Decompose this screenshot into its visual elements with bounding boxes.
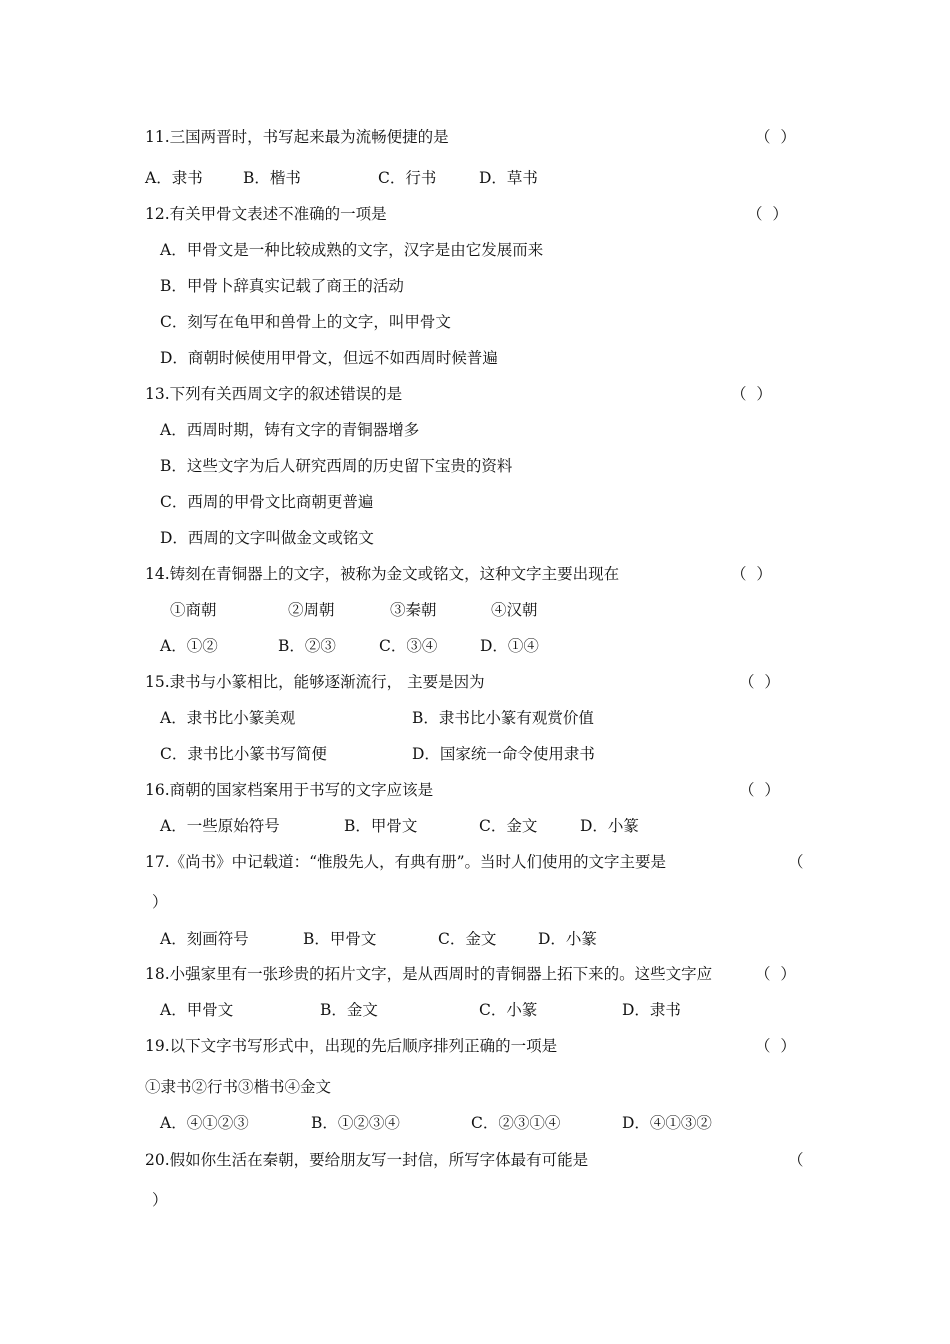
question-20-answer-paren-close: ） [152,1191,168,1209]
question-18-stem: 18.小强家里有一张珍贵的拓片文字，是从西周时的青铜器上拓下来的。这些文字应 [145,965,713,983]
question-17-option-a: A．刻画符号 [160,930,249,948]
question-14-answer-paren: （ ） [731,565,772,583]
question-17-option-c: C．金文 [438,930,497,948]
question-13-answer-paren: （ ） [731,385,772,403]
question-15-stem: 15.隶书与小篆相比，能够逐渐流行， 主要是因为 [145,673,485,691]
question-14-item-3: ③秦朝 [390,601,437,619]
question-18-option-b: B．金文 [320,1001,378,1019]
question-20-answer-paren-open: （ [788,1151,804,1169]
question-19-answer-paren: （ ） [755,1037,796,1055]
question-14-option-d: D．①④ [480,637,539,655]
question-17-answer-paren-close: ） [152,893,168,911]
question-20-stem: 20.假如你生活在秦朝，要给朋友写一封信，所写字体最有可能是 [145,1151,589,1169]
question-19-items: ①隶书②行书③楷书④金文 [145,1078,332,1096]
question-12-answer-paren: （ ） [747,205,788,223]
question-13-option-a: A．西周时期，铸有文字的青铜器增多 [160,421,420,439]
question-14-option-a: A．①② [160,637,218,655]
question-13-option-b: B．这些文字为后人研究西周的历史留下宝贵的资料 [160,457,513,475]
question-18-answer-paren: （ ） [755,965,796,983]
question-11-option-d: D．草书 [479,169,538,187]
question-14-item-4: ④汉朝 [491,601,538,619]
question-15-option-c: C．隶书比小篆书写简便 [160,745,327,763]
question-17-option-d: D．小篆 [538,930,597,948]
question-16-option-b: B．甲骨文 [344,817,418,835]
question-13-option-c: C．西周的甲骨文比商朝更普遍 [160,493,374,511]
question-14-option-b: B．②③ [278,637,336,655]
question-15-answer-paren: （ ） [739,673,780,691]
question-15-option-d: D．国家统一命令使用隶书 [412,745,595,763]
question-16-option-a: A．一些原始符号 [160,817,280,835]
question-11-option-c: C．行书 [378,169,437,187]
question-19-option-a: A．④①②③ [160,1114,249,1132]
question-14-item-1: ①商朝 [170,601,217,619]
question-16-option-c: C．金文 [479,817,538,835]
question-16-option-d: D．小篆 [580,817,639,835]
question-11-option-b: B．楷书 [243,169,301,187]
question-17-stem: 17.《尚书》中记载道：“惟殷先人，有典有册”。当时人们使用的文字主要是 [145,853,667,871]
question-12-option-d: D．商朝时候使用甲骨文，但远不如西周时候普遍 [160,349,498,367]
question-14-option-c: C．③④ [379,637,438,655]
question-14-stem: 14.铸刻在青铜器上的文字，被称为金文或铭文，这种文字主要出现在 [145,565,620,583]
question-12-stem: 12.有关甲骨文表述不准确的一项是 [145,205,387,223]
question-18-option-a: A．甲骨文 [160,1001,234,1019]
question-19-stem: 19.以下文字书写形式中，出现的先后顺序排列正确的一项是 [145,1037,558,1055]
question-15-option-a: A．隶书比小篆美观 [160,709,296,727]
question-16-answer-paren: （ ） [739,781,780,799]
question-19-option-b: B．①②③④ [311,1114,400,1132]
question-11-answer-paren: （ ） [755,128,796,146]
question-12-option-c: C．刻写在龟甲和兽骨上的文字，叫甲骨文 [160,313,451,331]
question-19-option-c: C．②③①④ [471,1114,561,1132]
question-12-option-b: B．甲骨卜辞真实记载了商王的活动 [160,277,404,295]
question-13-option-d: D．西周的文字叫做金文或铭文 [160,529,374,547]
question-15-option-b: B．隶书比小篆有观赏价值 [412,709,594,727]
question-11-option-a: A．隶书 [145,169,203,187]
question-18-option-d: D．隶书 [622,1001,681,1019]
question-17-option-b: B．甲骨文 [303,930,377,948]
question-13-stem: 13.下列有关西周文字的叙述错误的是 [145,385,403,403]
question-12-option-a: A．甲骨文是一种比较成熟的文字，汉字是由它发展而来 [160,241,544,259]
question-19-option-d: D．④①③② [622,1114,712,1132]
question-14-item-2: ②周朝 [288,601,335,619]
question-11-stem: 11.三国两晋时，书写起来最为流畅便捷的是 [145,128,449,146]
question-18-option-c: C．小篆 [479,1001,538,1019]
question-16-stem: 16.商朝的国家档案用于书写的文字应该是 [145,781,434,799]
question-17-answer-paren-open: （ [788,853,804,871]
